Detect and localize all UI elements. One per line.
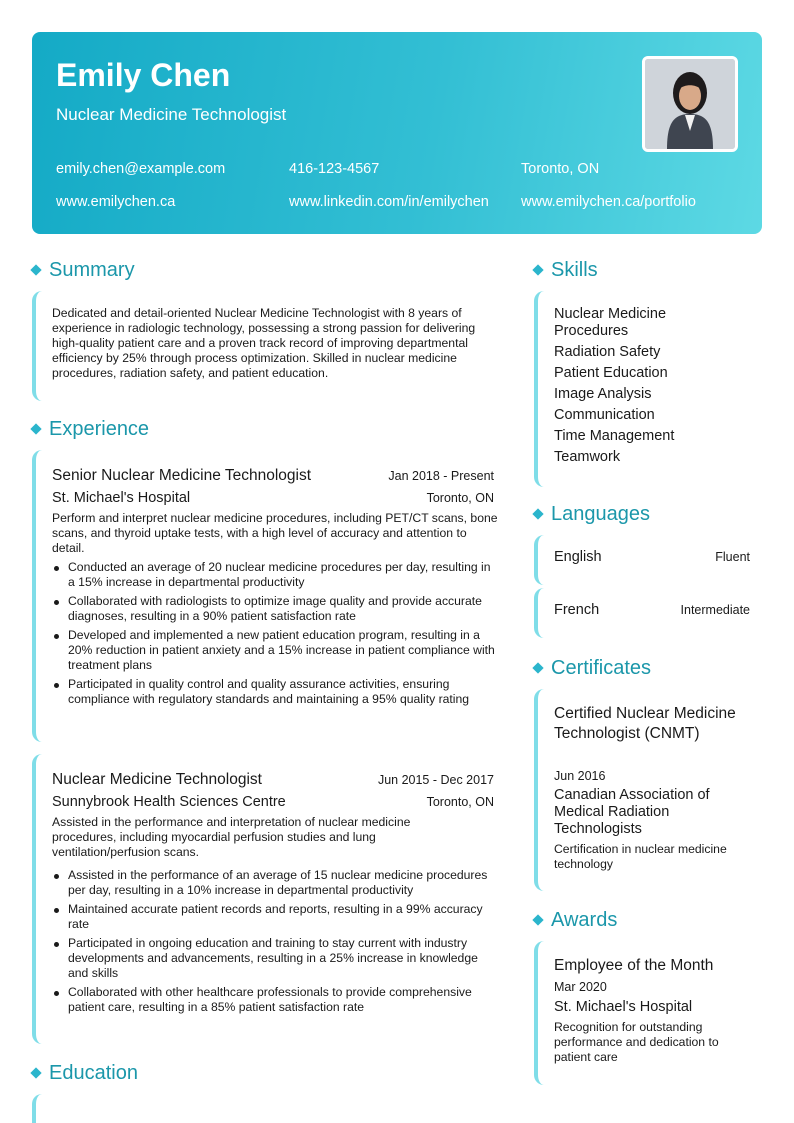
diamond-bullet-icon: [532, 662, 543, 673]
award-item: [534, 941, 754, 1085]
skill-item: Patient Education: [554, 365, 668, 381]
job-description: Assisted in the performance and interpretation of nuclear medicine procedures, including myocardial perfusion studies and lung ventilation/perfusion scans.: [52, 815, 411, 859]
list-item: Collaborated with radiologists to optimize image quality and provide accurate diagnoses, resulting in a 90% patient satisfaction rate: [52, 594, 498, 624]
profile-photo: [642, 56, 738, 152]
certificate-name: Certified Nuclear Medicine Technologist (CNMT): [554, 705, 736, 742]
skill-item: Nuclear Medicine Procedures: [554, 306, 667, 339]
list-item: Participated in ongoing education and training to stay current with industry developments and advancements, resulting in a 25% increase in knowledge and skills: [52, 936, 498, 981]
award-date: Mar 2020: [554, 980, 607, 994]
language-english: [534, 535, 754, 585]
diamond-bullet-icon: [30, 423, 41, 434]
experience-job-2: [32, 754, 498, 1044]
skill-item: Teamwork: [554, 449, 621, 465]
job-location: Toronto, ON: [426, 491, 494, 505]
language-row: [554, 549, 750, 565]
skill-item: Time Management: [554, 428, 675, 444]
contact-email[interactable]: emily.chen@example.com: [56, 161, 226, 177]
job-location: Toronto, ON: [426, 795, 494, 809]
skill-item: Radiation Safety: [554, 344, 661, 360]
awards-heading: [532, 908, 617, 932]
award-name: Employee of the Month: [554, 957, 714, 974]
certificate-description: Certification in nuclear medicine technology: [554, 842, 727, 871]
award-issuer: St. Michael's Hospital: [554, 999, 693, 1015]
job-achievements: [52, 868, 498, 1019]
list-item: Developed and implemented a new patient education program, resulting in a 20% reduction in patient anxiety and a 15% increase in patient compliance with treatment plans: [52, 628, 498, 673]
section-title: Education: [49, 1062, 138, 1084]
education-box: [32, 1094, 498, 1123]
education-heading: [30, 1061, 138, 1085]
section-title: Languages: [551, 503, 650, 525]
language-row: [554, 602, 750, 618]
list-item: Maintained accurate patient records and reports, resulting in a 99% accuracy rate: [52, 902, 498, 932]
candidate-name: Emily Chen: [56, 57, 231, 93]
list-item: Conducted an average of 20 nuclear medicine procedures per day, resulting in a 15% increase in departmental productivity: [52, 560, 498, 590]
job-company: Sunnybrook Health Sciences Centre: [52, 794, 286, 810]
award-description: Recognition for outstanding performance and dedication to patient care: [554, 1020, 719, 1064]
job-date: Jan 2018 - Present: [388, 469, 494, 483]
job-title: Nuclear Medicine Technologist: [52, 771, 262, 788]
diamond-bullet-icon: [532, 508, 543, 519]
contact-location: Toronto, ON: [521, 161, 600, 177]
skills-heading: [532, 258, 598, 282]
diamond-bullet-icon: [532, 264, 543, 275]
certificates-heading: [532, 656, 651, 680]
certificate-item: [534, 689, 754, 891]
candidate-title: Nuclear Medicine Technologist: [56, 105, 287, 124]
diamond-bullet-icon: [532, 914, 543, 925]
language-name: French: [554, 602, 600, 618]
list-item: Participated in quality control and quality assurance activities, ensuring compliance with regulatory standards and maintaining a 95% quality rating: [52, 677, 498, 707]
person-icon: [645, 59, 735, 149]
certificate-date: Jun 2016: [554, 769, 606, 783]
languages-heading: [532, 502, 650, 526]
section-title: Skills: [551, 259, 598, 281]
skill-item: Image Analysis: [554, 386, 652, 402]
contact-website-link[interactable]: www.emilychen.ca: [56, 194, 176, 210]
list-item: Assisted in the performance of an average of 15 nuclear medicine procedures per day, resulting in a 10% increase in departmental productivity: [52, 868, 498, 898]
contact-phone[interactable]: 416-123-4567: [289, 161, 380, 177]
job-date: Jun 2015 - Dec 2017: [377, 773, 494, 787]
language-level: Intermediate: [680, 603, 750, 617]
language-french: [534, 588, 754, 638]
job-description: Perform and interpret nuclear medicine procedures, including PET/CT scans, bone scans, and thyroid uptake tests, with a high level of accuracy and attention to detail.: [52, 511, 498, 555]
section-title: Experience: [49, 418, 150, 440]
experience-heading: [30, 417, 149, 441]
contact-portfolio-link[interactable]: www.emilychen.ca/portfolio: [521, 194, 696, 210]
certificate-issuer: Canadian Association of Medical Radiation Technologists: [554, 787, 710, 837]
diamond-bullet-icon: [30, 264, 41, 275]
summary-heading: [30, 258, 135, 282]
language-name: English: [554, 549, 602, 565]
section-title: Awards: [551, 909, 618, 931]
skills-list: [554, 306, 714, 470]
summary-text: Dedicated and detail-oriented Nuclear Medicine Technologist with 8 years of experience in radiologic technology, possessing a strong passion for delivering high-quality patient care and a proven track record of improving departmental efficiency by 25% through process optimization. Skilled in nuclear medicine procedures, radiation safety, and patient education.: [52, 306, 476, 380]
section-title: Certificates: [551, 657, 652, 679]
job-title: Senior Nuclear Medicine Technologist: [52, 467, 312, 484]
job-achievements: [52, 560, 498, 711]
summary-box: [32, 291, 498, 401]
skill-item: Communication: [554, 407, 655, 423]
skills-box: [534, 291, 754, 487]
job-company: St. Michael's Hospital: [52, 490, 191, 506]
contact-linkedin-link[interactable]: www.linkedin.com/in/emilychen: [289, 194, 489, 210]
list-item: Collaborated with other healthcare professionals to provide comprehensive patient care, resulting in a 85% patient satisfaction rate: [52, 985, 498, 1015]
section-title: Summary: [49, 259, 135, 281]
diamond-bullet-icon: [30, 1067, 41, 1078]
language-level: Fluent: [715, 550, 750, 564]
experience-job-1: [32, 450, 498, 742]
resume-header: [32, 32, 762, 234]
